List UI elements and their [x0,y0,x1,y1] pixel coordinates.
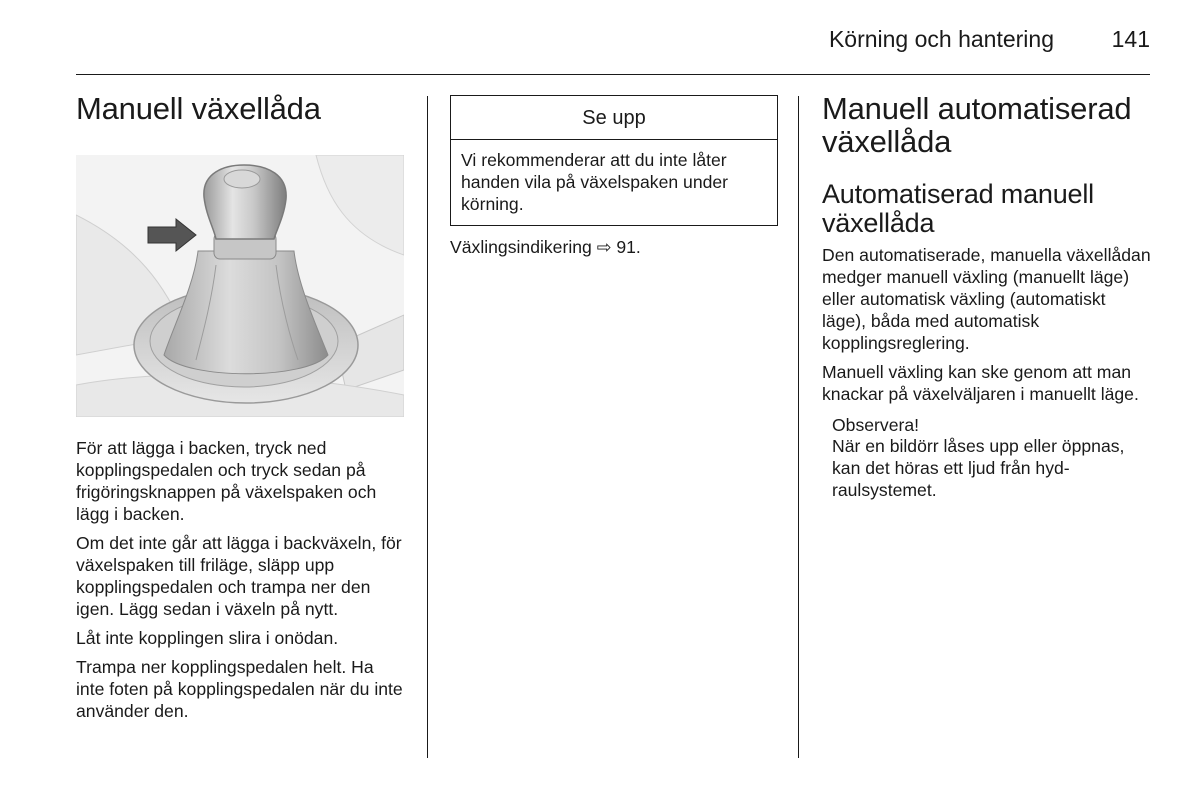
paragraph: Den automatiserade, manuella växellådan medger manuell växling (manuellt läge) eller automatisk växling (automatiskt läge), båda med automatisk kopplingsreglering. [822,245,1151,353]
paragraph: Trampa ner kopplingspedalen helt. Ha inte foten på kopplingspedalen när du inte använder den. [76,657,403,721]
section-title: Körning och hantering [828,26,1054,52]
header-rule [76,74,1150,75]
page-header [76,26,1150,56]
note-title: Observera! [832,415,920,435]
automated-manual-heading: Manuell automatiserad växellåda [822,91,1132,159]
caution-box [450,95,778,226]
paragraph: Manuell växling kan ske genom att man knackar på växelväljaren i manuellt läge. [822,362,1139,404]
note-text: När en bildörr låses upp eller öppnas, kan det höras ett ljud från hydraulsystemet. [832,436,1125,500]
note-block [832,415,1152,501]
column-divider-right [798,96,799,758]
caution-title: Se upp [451,96,777,140]
page-number: 141 [1111,26,1150,52]
gear-lever-drawing [76,155,404,417]
automated-manual-subheading: Automatiserad manuell växellåda [822,179,1094,238]
paragraph: Låt inte kopplingen slira i onödan. [76,628,339,648]
paragraph: Om det inte går att lägga i backväxeln, för växelspaken till friläge, släpp upp kopplingspedalen och trampa ner den igen. Lägg sedan i växeln på nytt. [76,533,402,619]
manual-gearbox-text [76,437,406,722]
column-automated-manual [822,92,1152,501]
column-divider-left [427,96,428,758]
gear-lever-illustration [76,155,404,417]
caution-text: Vi rekommenderar att du inte låter handen vila på växelspaken under körning. [461,150,729,214]
cross-reference-link[interactable]: Växlingsindikering ⇨ 91. [450,237,641,257]
column-manual-gearbox [76,92,406,729]
column-caution [450,95,778,265]
paragraph: För att lägga i backen, tryck ned kopplingspedalen och tryck sedan på frigöringsknappen på växelspaken och lägg i backen. [76,438,377,524]
manual-gearbox-heading: Manuell växellåda [76,91,321,126]
automated-manual-text [822,244,1152,405]
